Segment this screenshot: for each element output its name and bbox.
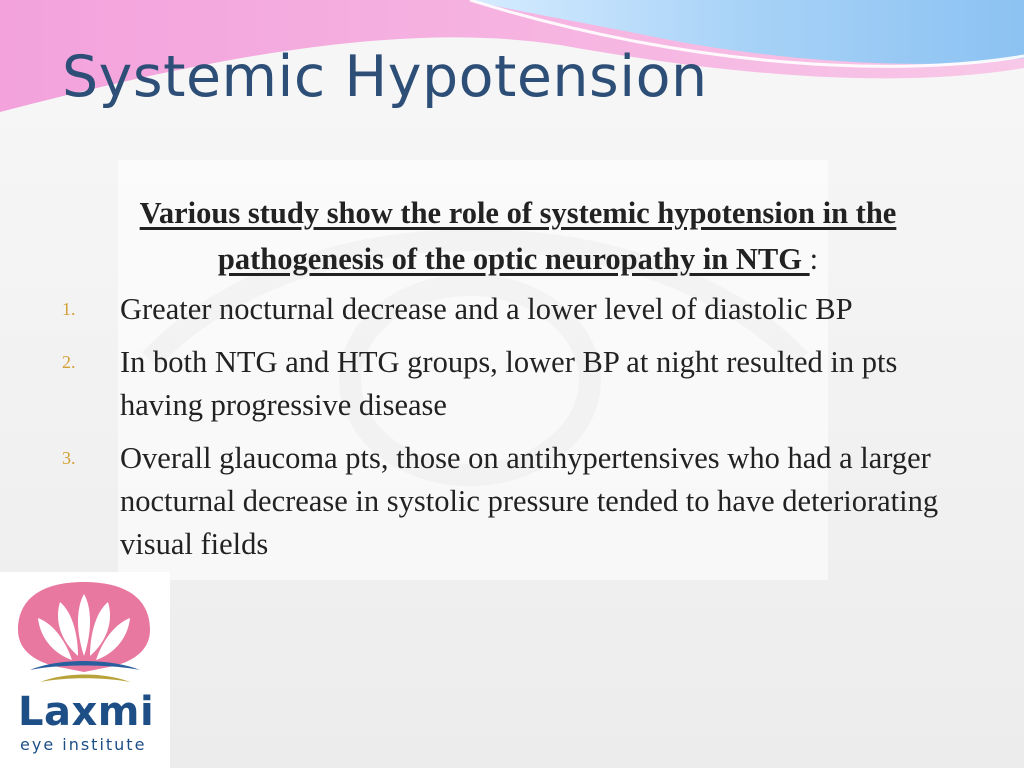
list-item-text: Greater nocturnal decrease and a lower level of diastolic BP: [120, 292, 853, 326]
slide-title: Systemic Hypotension: [62, 44, 708, 110]
list-item-number: 2.: [62, 352, 76, 372]
list-item: [62, 341, 962, 427]
logo-wordmark: Laxmi: [18, 689, 155, 735]
intro-statement: [62, 190, 974, 282]
list-item-number: 1.: [62, 299, 76, 319]
numbered-list: [62, 288, 962, 576]
list-item-number: 3.: [62, 448, 76, 468]
list-item: [62, 437, 962, 566]
list-item-text: In both NTG and HTG groups, lower BP at night resulted in pts having progressive disease: [120, 345, 898, 422]
intro-underlined-text: Various study show the role of systemic hypotension in the pathogenesis of the optic neuropathy in NTG: [139, 196, 897, 276]
list-item: [62, 288, 962, 331]
intro-colon: :: [809, 242, 819, 276]
logo-tagline: eye institute: [20, 735, 147, 754]
list-item-text: Overall glaucoma pts, those on antihypertensives who had a larger nocturnal decrease in systolic pressure tended to have deteriorating visual fields: [120, 441, 939, 561]
lotus-icon: [0, 572, 170, 692]
